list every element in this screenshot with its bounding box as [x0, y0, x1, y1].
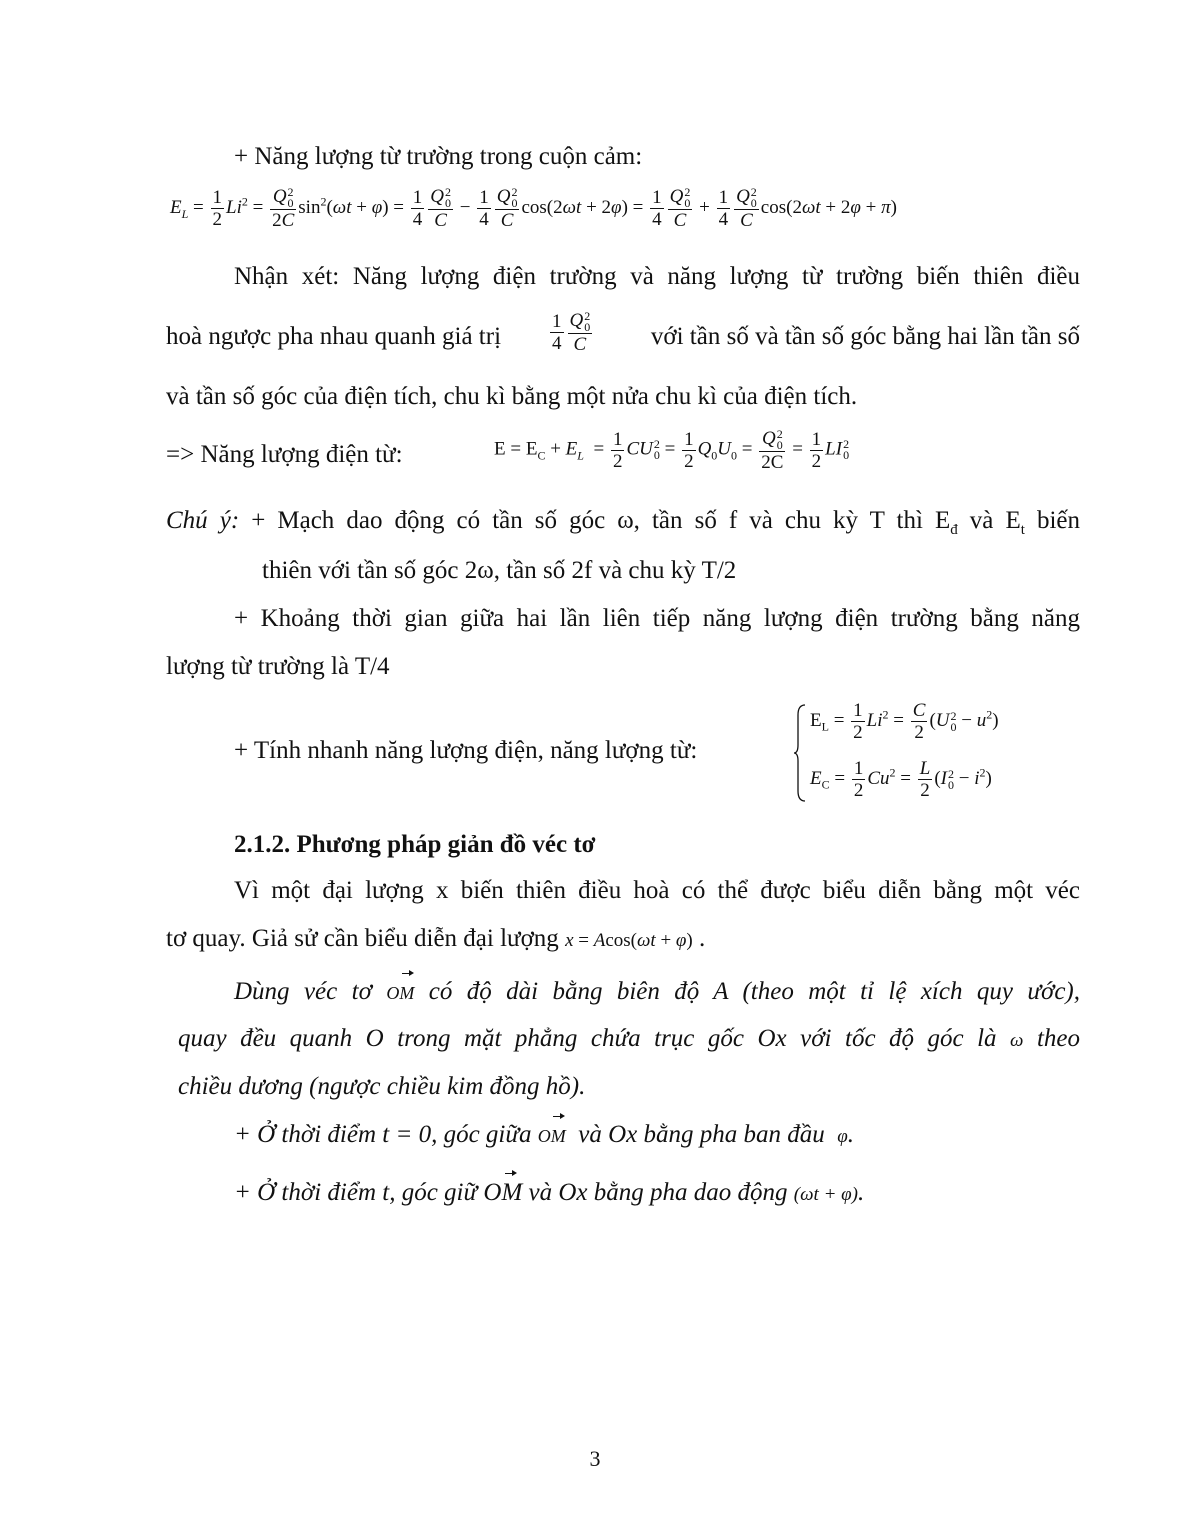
- italic-line-1b: có độ dài bằng biên độ A (theo một tỉ lệ xích quy ước),: [428, 978, 1081, 1005]
- bullet-time-zero-a: + Ở thời điểm t = 0, góc giữa: [234, 1121, 532, 1148]
- magnetic-energy-formula: [170, 186, 1084, 231]
- quick-energy-label: + Tính nhanh năng lượng điện, năng lượng từ:: [234, 737, 698, 764]
- phase-expression: (ωt + φ): [793, 1184, 858, 1205]
- italic-line-2: [178, 1024, 1080, 1056]
- remark-line-2: [166, 310, 1080, 370]
- bullet-time-t-b: và Ox bằng pha dao động: [528, 1179, 788, 1206]
- italic-line-1a: Dùng véc tơ: [234, 978, 372, 1005]
- note-sub-t: t: [1020, 522, 1025, 538]
- system-brace-icon: [793, 703, 807, 803]
- italic-line-3: chiều dương (ngược chiều kim đồng hồ).: [178, 1073, 586, 1100]
- note-sub-d: đ: [950, 522, 958, 538]
- italic-line-1: [234, 977, 1080, 1008]
- remark-line-2b: với tần số và tần số góc bằng hai lần tần số: [650, 323, 1080, 350]
- note-line-2: thiên với tần số góc 2ω, tần số 2f và chu kỳ T/2: [262, 557, 737, 584]
- remark-line-3: và tần số góc của điện tích, chu kì bằng một nửa chu kì của điện tích.: [166, 383, 858, 410]
- vector-om-3: OM: [483, 1179, 523, 1206]
- formula-quarter-q2-over-c: $\frac{1}{4}$ Q 2 0 C: [552, 308, 591, 355]
- italic-line-2b: theo: [1036, 1025, 1081, 1052]
- remark-line-2a: hoà ngược pha nhau quanh giá trị: [166, 323, 502, 350]
- note-text: + Mạch dao động có tần số góc ω, tần số f và chu kỳ T thì E: [251, 507, 951, 534]
- magnetic-energy-heading: + Năng lượng từ trường trong cuộn cảm:: [234, 143, 643, 170]
- page-number: 3: [589, 1446, 601, 1471]
- paragraph-line-2-text: tơ quay. Giả sử cần biểu diễn đại lượng: [166, 925, 559, 952]
- vector-om-2: OM: [538, 1121, 566, 1151]
- em-energy-label: => Năng lượng điện từ:: [166, 441, 403, 468]
- vector-om-1: OM: [386, 978, 414, 1008]
- interval-line-1: + Khoảng thời gian giữa hai lần liên tiếp năng lượng điện trường bằng năng: [234, 605, 1080, 632]
- interval-line-2: lượng từ trường là T/4: [166, 653, 390, 680]
- omega-symbol: ω: [1010, 1030, 1024, 1051]
- bullet-time-zero: + Ở thời điểm t = 0, góc giữa OM và Ox bằng pha ban đầu φ.: [234, 1120, 1148, 1152]
- note-label: Chú ý:: [166, 507, 240, 534]
- formula-x-acos: x = Acos(ωt + φ): [565, 930, 693, 951]
- formula-total-energy: $E = E_C + E_L$ = $\frac{1}{2}$ CU 2 0 = $\frac{1}{2}$ $Q_0U_0$ = Q 2 0 2C = $\frac{1}{2}$ LI 2 0: [494, 426, 850, 473]
- paragraph-line-1: Vì một đại lượng x biến thiên điều hoà có thể được biểu diễn bằng một véc: [234, 877, 1080, 904]
- formula-EL: $E_L$ = $\frac{1}{2}$ $Li^2$ = Q 2 0 2C $\sin^2(\omega t + \varphi)$ = $\frac{1}{4}$ Q 2 0 C − $\frac{1}{4}$ Q 2 0 C cos(2ωt + 2φ) = $\frac{1}{4}$ Q 2 0 C + $\frac{1}{4}$ Q 2 0 C cos(2ωt + 2φ + π): [170, 184, 897, 231]
- bullet-time-zero-b: và Ox bằng pha ban đầu: [578, 1121, 825, 1148]
- formula-EL-system: $E_L$ = $\frac{1}{2}$ $Li^2$ = $\frac{C}{2}$ (U 2 0 − $u^2$): [810, 700, 999, 743]
- bullet-time-t: + Ở thời điểm t, góc giữ OM và Ox bằng pha dao động (ωt + φ).: [234, 1179, 865, 1206]
- formula-EC-system: $E_C$ = $\frac{1}{2}$ $Cu^2$ = $\frac{L}{2}$ (I 2 0 − $i^2$): [810, 758, 992, 801]
- phi-symbol: φ: [837, 1126, 848, 1147]
- note-line-1: [166, 506, 1080, 536]
- paragraph-line-2-end: .: [699, 925, 706, 952]
- section-heading: 2.1.2. Phương pháp giản đồ véc tơ: [234, 831, 596, 858]
- note-end: biến: [1024, 507, 1081, 534]
- em-energy-line: [166, 428, 1080, 488]
- bullet-time-t-a: + Ở thời điểm t, góc giữ: [234, 1179, 478, 1206]
- paragraph-line-2: [166, 924, 1080, 956]
- italic-line-2a: quay đều quanh O trong mặt phẳng chứa trục gốc Ox với tốc độ góc là: [178, 1025, 997, 1052]
- remark-line-1: Nhận xét: Năng lượng điện trường và năng lượng từ trường biến thiên điều: [234, 263, 1080, 290]
- note-mid: và E: [957, 507, 1021, 534]
